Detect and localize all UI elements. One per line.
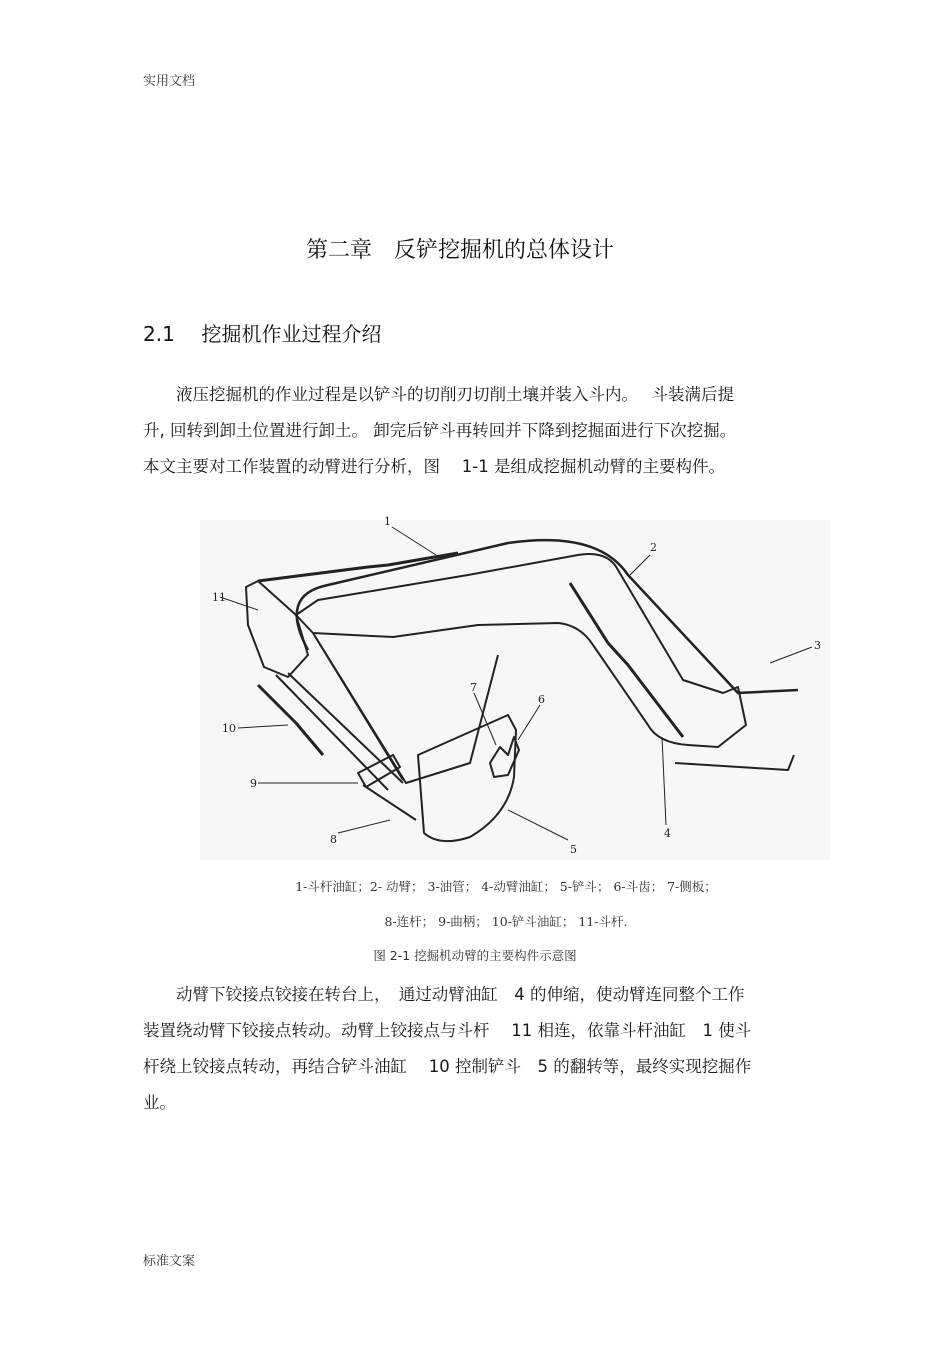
paragraph-intro <box>143 377 808 485</box>
paragraph-line: 装置绕动臂下铰接点转动。动臂上铰接点与斗杆 11 相连，依靠斗杆油缸 1 使斗 <box>143 1021 752 1040</box>
label-1: 1 <box>384 515 391 528</box>
chapter-title: 第二章 反铲挖掘机的总体设计 <box>305 238 614 263</box>
paragraph-line: 液压挖掘机的作业过程是以铲斗的切削刃切削土壤并装入斗内。 斗装满后提 <box>176 385 734 404</box>
paragraph-line: 业。 <box>143 1093 176 1112</box>
excavator-boom-diagram <box>178 515 834 865</box>
paragraph-boom <box>143 977 808 1121</box>
label-3: 3 <box>814 639 821 652</box>
paragraph-line: 本文主要对工作装置的动臂进行分析，图 1-1 是组成挖掘机动臂的主要构件。 <box>143 457 725 476</box>
figure-legend-line: 8-连杆； 9-曲柄； 10-铲斗油缸； 11-斗杆. <box>384 914 628 929</box>
paragraph-line: 升, 回转到卸土位置进行卸土。 卸完后铲斗再转回并下降到挖掘面进行下次挖掘。 <box>143 421 737 440</box>
label-2: 2 <box>650 541 657 554</box>
paragraph-line: 杆绕上铰接点转动，再结合铲斗油缸 10 控制铲斗 5 的翻转等，最终实现挖掘作 <box>143 1057 752 1076</box>
section-number: 2.1 <box>143 322 175 346</box>
section-heading <box>143 318 382 347</box>
label-9: 9 <box>250 777 257 790</box>
label-4: 4 <box>664 827 671 840</box>
label-10: 10 <box>222 722 236 735</box>
page-header: 实用文档 <box>143 74 196 89</box>
page-footer: 标准文案 <box>143 1254 196 1269</box>
figure-caption: 图 2-1 挖掘机动臂的主要构件示意图 <box>373 948 577 963</box>
label-8: 8 <box>330 833 337 846</box>
label-6: 6 <box>538 693 545 706</box>
label-7: 7 <box>470 681 477 694</box>
label-5: 5 <box>570 843 577 856</box>
section-title: 挖掘机作业过程介绍 <box>201 322 382 346</box>
label-11: 11 <box>212 591 226 604</box>
paragraph-line: 动臂下铰接点铰接在转台上， 通过动臂油缸 4 的伸缩，使动臂连同整个工作 <box>176 985 745 1004</box>
figure-legend-line: 1-斗杆油缸；2- 动臂； 3-油管； 4-动臂油缸； 5-铲斗； 6-斗齿； 7-侧板； <box>295 879 717 894</box>
